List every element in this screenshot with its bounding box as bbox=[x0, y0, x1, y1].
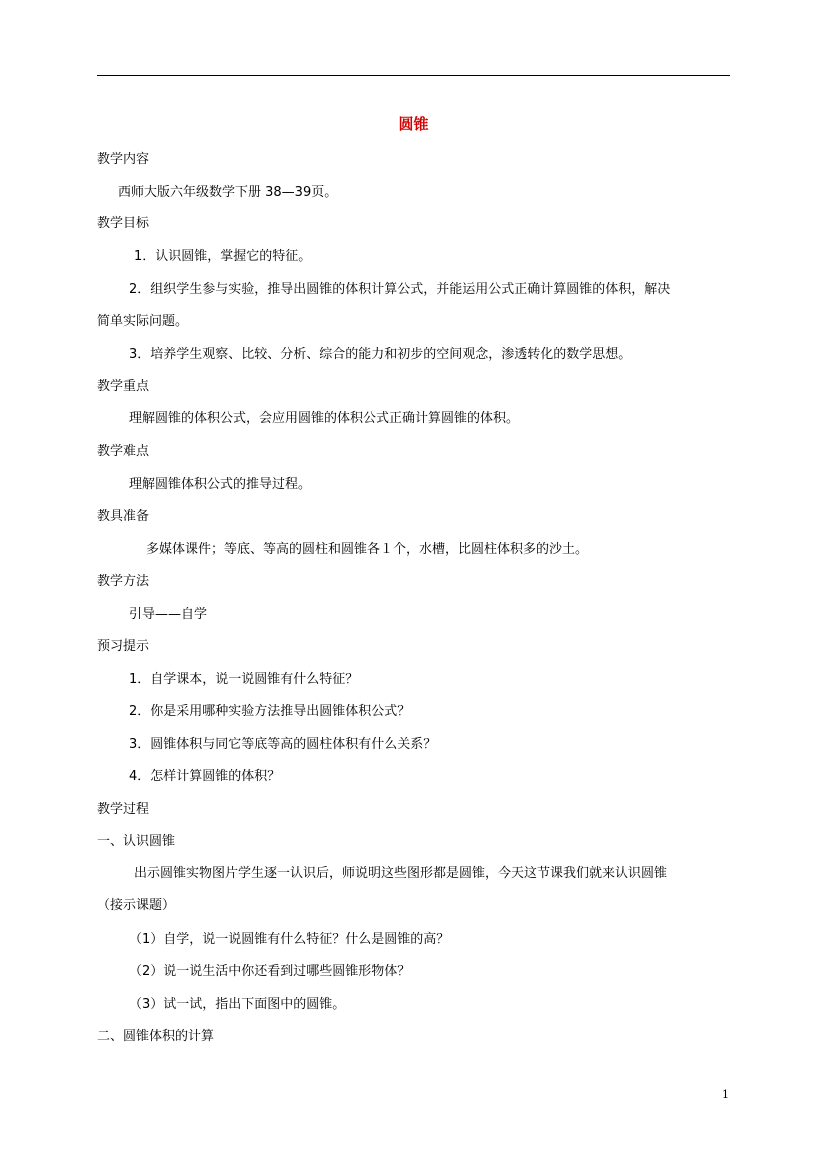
preview-item-3: 3．圆锥体积与同它等底等高的圆柱体积有什么关系？ bbox=[129, 737, 437, 752]
heading-teaching-content: 教学内容 bbox=[97, 152, 150, 167]
process-part1-intro: 出示圆锥实物图片学生逐一认识后，师说明这些图形都是圆锥，今天这节课我们就来认识圆锥 bbox=[134, 866, 668, 881]
goal-item-2-continued: 简单实际问题。 bbox=[97, 314, 189, 329]
heading-difficulties: 教学难点 bbox=[97, 444, 150, 459]
preview-item-1: 1．自学课本，说一说圆锥有什么特征？ bbox=[129, 672, 359, 687]
heading-methods: 教学方法 bbox=[97, 574, 150, 589]
process-part1-intro-continued: （接示课题） bbox=[97, 898, 176, 913]
teaching-content-text: 西师大版六年级数学下册 38—39页。 bbox=[118, 185, 338, 200]
process-part1-item-3: （3）试一试，指出下面图中的圆锥。 bbox=[129, 997, 346, 1012]
methods-text: 引导——自学 bbox=[129, 607, 208, 622]
header-rule bbox=[97, 75, 730, 76]
document-title: 圆锥 bbox=[398, 115, 429, 133]
process-part1-heading: 一、认识圆锥 bbox=[97, 834, 176, 849]
heading-preview: 预习提示 bbox=[97, 639, 150, 654]
heading-process: 教学过程 bbox=[97, 802, 150, 817]
goal-item-3: 3．培养学生观察、比较、分析、综合的能力和初步的空间观念，渗透转化的数学思想。 bbox=[129, 347, 632, 362]
process-part1-item-2: （2）说一说生活中你还看到过哪些圆锥形物体？ bbox=[129, 964, 411, 979]
preview-item-4: 4．怎样计算圆锥的体积？ bbox=[129, 769, 281, 784]
key-points-text: 理解圆锥的体积公式，会应用圆锥的体积公式正确计算圆锥的体积。 bbox=[129, 411, 520, 426]
goal-item-1: 1．认识圆锥，掌握它的特征。 bbox=[134, 249, 312, 264]
process-part1-item-1: （1）自学，说一说圆锥有什么特征？什么是圆锥的高？ bbox=[129, 932, 450, 947]
heading-teaching-goals: 教学目标 bbox=[97, 216, 150, 231]
heading-key-points: 教学重点 bbox=[97, 379, 150, 394]
materials-text: 多媒体课件；等底、等高的圆柱和圆锥各１个，水槽，比圆柱体积多的沙土。 bbox=[146, 542, 589, 557]
process-part2-heading: 二、圆锥体积的计算 bbox=[97, 1029, 215, 1044]
difficulties-text: 理解圆锥体积公式的推导过程。 bbox=[129, 477, 312, 492]
goal-item-2: 2．组织学生参与实验，推导出圆锥的体积计算公式，并能运用公式正确计算圆锥的体积，解决 bbox=[129, 282, 671, 297]
page-number: 1 bbox=[722, 1088, 729, 1101]
heading-materials: 教具准备 bbox=[97, 509, 150, 524]
preview-item-2: 2．你是采用哪种实验方法推导出圆锥体积公式？ bbox=[129, 704, 411, 719]
